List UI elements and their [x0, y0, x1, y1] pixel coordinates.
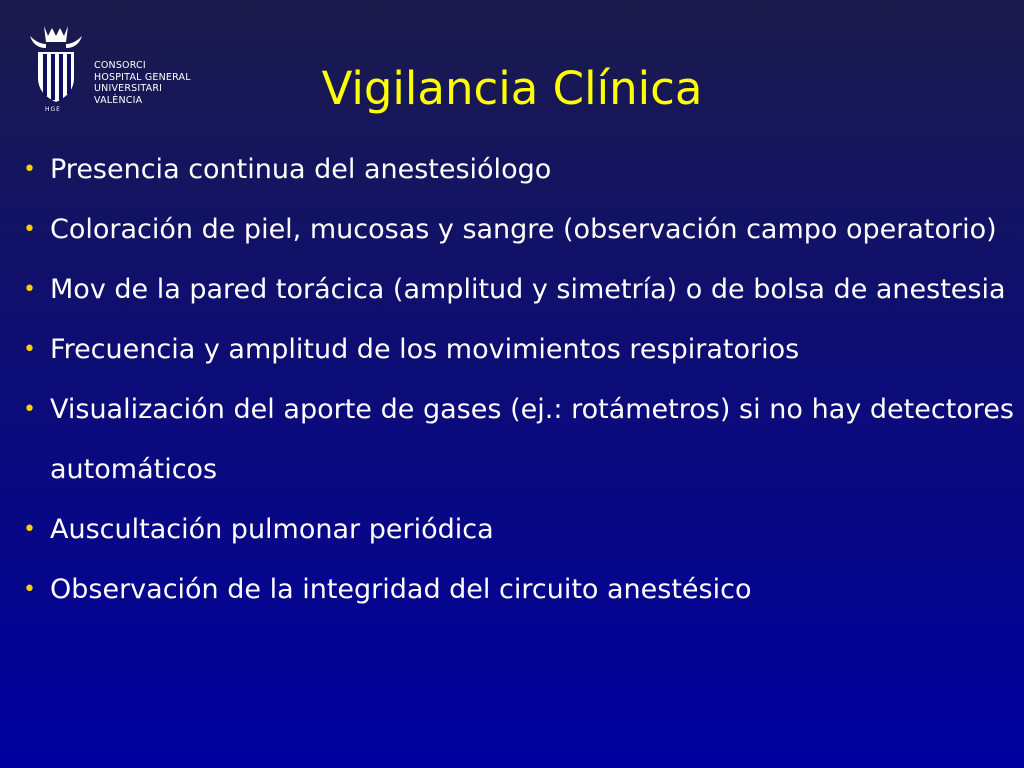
bullet-item: [22, 320, 1014, 380]
logo-text-line: VALÈNCIA: [94, 94, 143, 106]
bullet-marker-icon: •: [23, 517, 36, 542]
bullet-text: Visualización del aporte de gases (ej.: rotámetros) si no hay detectores automáticos: [50, 394, 1014, 485]
bullet-list: [22, 140, 1014, 620]
logo-text-line: HOSPITAL GENERAL: [94, 71, 191, 83]
logo-text-line: UNIVERSITARI: [94, 83, 163, 94]
bullet-item: [22, 560, 1014, 620]
bullet-marker-icon: •: [23, 217, 36, 242]
bullet-item: [22, 200, 1014, 260]
bullet-text: Observación de la integridad del circuito anestésico: [50, 574, 752, 605]
logo-text: [94, 60, 191, 106]
logo-abbreviation: HGE: [45, 106, 61, 113]
slide-title: Vigilancia Clínica: [321, 62, 703, 115]
bullet-marker-icon: •: [23, 157, 36, 182]
hospital-logo: [24, 22, 204, 118]
bullet-item: [22, 500, 1014, 560]
bullet-text: Frecuencia y amplitud de los movimientos respiratorios: [50, 334, 800, 365]
bullet-text: Mov de la pared torácica (amplitud y simetría) o de bolsa de anestesia: [50, 274, 1006, 305]
bullet-marker-icon: •: [23, 397, 36, 422]
bullet-text: Presencia continua del anestesiólogo: [50, 154, 552, 185]
crest-icon: [24, 22, 94, 118]
bullet-marker-icon: •: [23, 577, 36, 602]
logo-text-line: CONSORCI: [94, 60, 146, 71]
bullet-text: Coloración de piel, mucosas y sangre (observación campo operatorio): [50, 214, 997, 245]
bullet-item: [22, 260, 1014, 320]
bullet-text: Auscultación pulmonar periódica: [50, 514, 494, 545]
bullet-marker-icon: •: [23, 277, 36, 302]
bullet-item: [22, 380, 1014, 500]
bullet-item: [22, 140, 1014, 200]
bullet-marker-icon: •: [23, 337, 36, 362]
